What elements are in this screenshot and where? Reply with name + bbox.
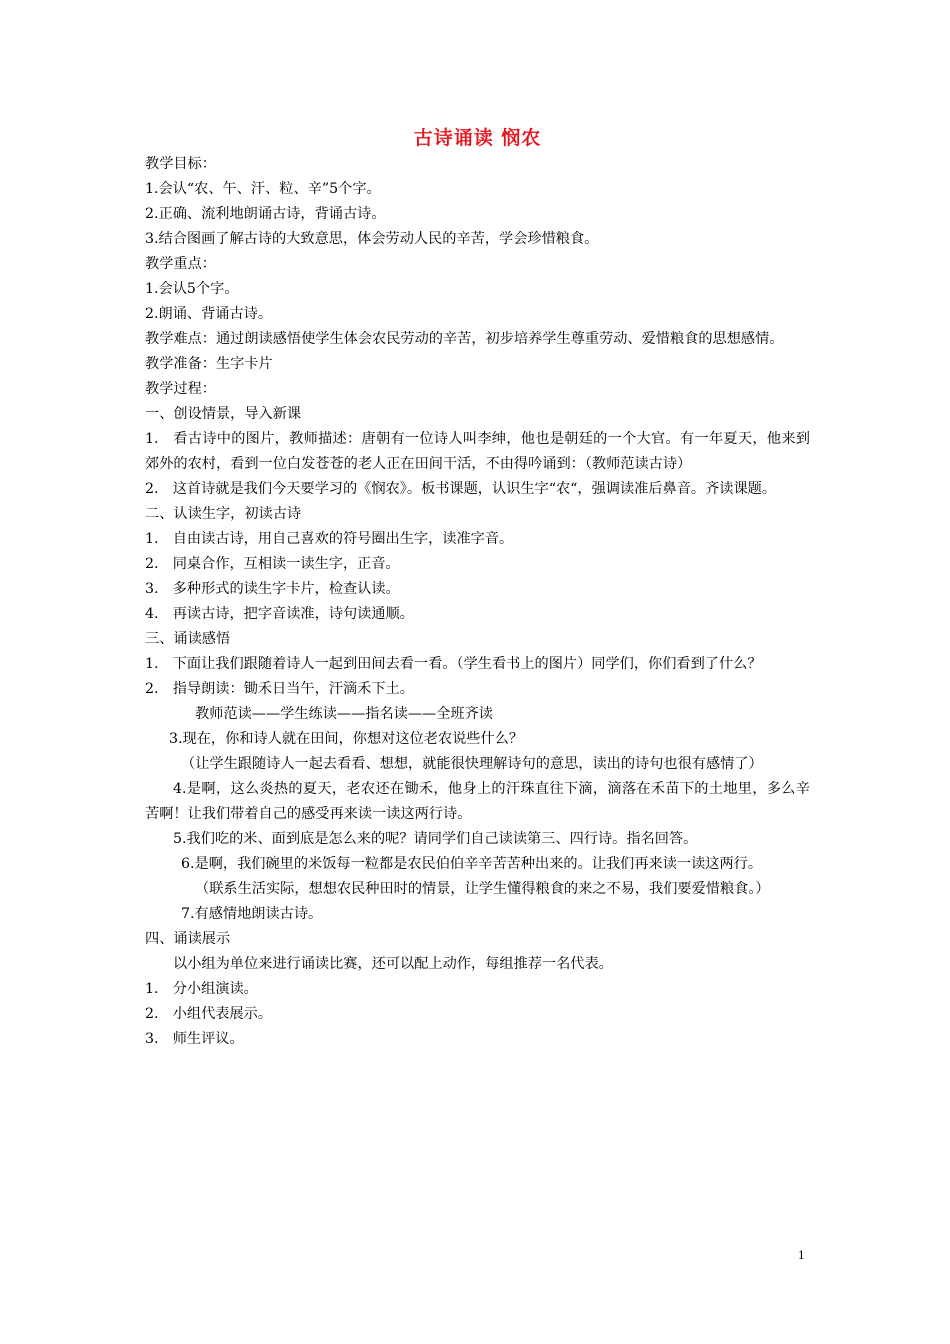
text-line: 1. 下面让我们跟随着诗人一起到田间去看一看。（学生看书上的图片）同学们，你们看到了什么？ bbox=[145, 656, 762, 672]
text-line: （让学生跟随诗人一起去看看、想想，就能很快理解诗句的意思，读出的诗句也很有感情了） bbox=[181, 756, 763, 772]
text-line: 1.会认“农、午、汗、粒、辛”5个字。 bbox=[145, 181, 381, 197]
text-line: 6.是啊，我们碗里的米饭每一粒都是农民伯伯辛辛苦苦种出来的。让我们再来读一读这两行。 bbox=[181, 856, 763, 872]
text-line: 教学难点：通过朗读感悟使学生体会农民劳动的辛苦，初步培养学生尊重劳动、爱惜粮食的思想感情。 bbox=[145, 331, 784, 347]
text-line: 5.我们吃的米、面到底是怎么来的呢？请同学们自己读读第三、四行诗。指名回答。 bbox=[173, 831, 698, 847]
document-body bbox=[145, 124, 810, 1052]
text-line: 3.结合图画了解古诗的大致意思，体会劳动人民的辛苦，学会珍惜粮食。 bbox=[145, 231, 599, 247]
text-line: （联系生活实际，想想农民种田时的情景，让学生懂得粮食的来之不易，我们要爱惜粮食。） bbox=[195, 881, 770, 897]
text-line: 3. 师生评议。 bbox=[145, 1031, 244, 1047]
text-line: 1. 自由读古诗，用自己喜欢的符号圈出生字，读准字音。 bbox=[145, 531, 514, 547]
text-line: 2.正确、流利地朗诵古诗，背诵古诗。 bbox=[145, 206, 386, 222]
text-line: 教学目标： bbox=[145, 156, 216, 172]
text-line: 4.是啊，这么炎热的夏天，老农还在锄禾，他身上的汗珠直往下滴，滴落在禾苗下的土地里，多么辛苦啊！让我们带着自己的感受再来读一读这两行诗。 bbox=[145, 781, 810, 822]
text-line: 一、创设情景，导入新课 bbox=[145, 406, 302, 422]
lesson-plan-text bbox=[145, 152, 810, 1052]
text-line: 2. 同桌合作，互相读一读生字，正音。 bbox=[145, 556, 400, 572]
text-line: 二、认读生字，初读古诗 bbox=[145, 506, 302, 522]
text-line: 三、诵读感悟 bbox=[145, 631, 231, 647]
text-line: 2. 指导朗读：锄禾日当午，汗滴禾下土。 bbox=[145, 681, 414, 697]
text-line: 3.现在，你和诗人就在田间，你想对这位老农说些什么？ bbox=[169, 731, 524, 747]
text-line: 教学重点： bbox=[145, 256, 216, 272]
document-title: 古诗诵读 悯农 bbox=[413, 127, 542, 149]
text-line: 4. 再读古诗，把字音读准，诗句读通顺。 bbox=[145, 606, 414, 622]
text-line: 1.会认5个字。 bbox=[145, 281, 239, 297]
text-line: 2. 小组代表展示。 bbox=[145, 1006, 273, 1022]
text-line: 教学准备：生字卡片 bbox=[145, 356, 273, 372]
text-line: 2.朗诵、背诵古诗。 bbox=[145, 306, 273, 322]
page-number: 1 bbox=[798, 1247, 805, 1262]
text-line: 教学过程： bbox=[145, 381, 216, 397]
text-line: 3. 多种形式的读生字卡片，检查认读。 bbox=[145, 581, 400, 597]
text-line: 7.有感情地朗读古诗。 bbox=[181, 906, 323, 922]
text-line: 以小组为单位来进行诵读比赛，还可以配上动作，每组推荐一名代表。 bbox=[173, 956, 613, 972]
text-line: 1. 看古诗中的图片，教师描述：唐朝有一位诗人叫李绅，他也是朝廷的一个大官。有一年夏天，他来到郊外的农村，看到一位白发苍苍的老人正在田间干活，不由得吟诵到：（教师范读古诗） bbox=[145, 431, 810, 472]
text-line: 四、诵读展示 bbox=[145, 931, 231, 947]
text-line: 2. 这首诗就是我们今天要学习的《悯农》。板书课题，认识生字“农“，强调读准后鼻音。齐读课题。 bbox=[145, 481, 777, 497]
text-line: 教师范读——学生练读——指名读——全班齐读 bbox=[195, 706, 493, 722]
text-line: 1. 分小组演读。 bbox=[145, 981, 258, 997]
